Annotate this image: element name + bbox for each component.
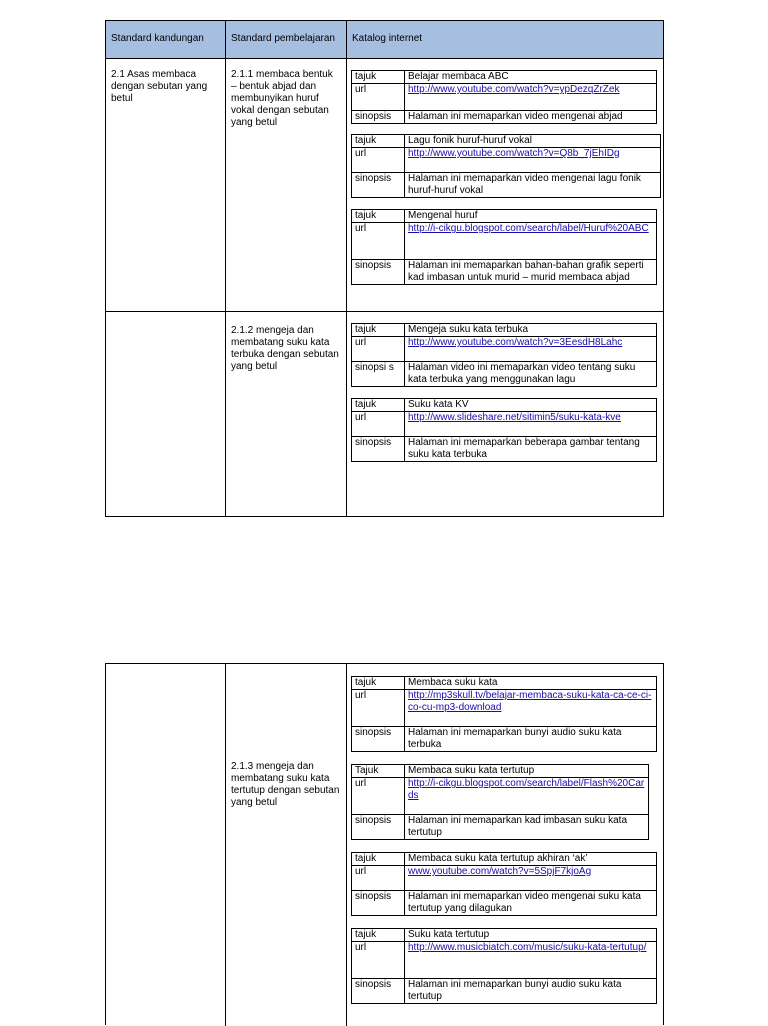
url-label: url bbox=[352, 148, 405, 173]
url-link[interactable]: http://www.slideshare.net/sitimin5/suku-kata-kve bbox=[408, 412, 621, 423]
catalog-entry bbox=[351, 928, 657, 1004]
sinopsis-value: Halaman ini memaparkan video mengenai suku kata tertutup yang dilagukan bbox=[405, 891, 657, 916]
standard-pembelajaran-cell: 2.1.1 membaca bentuk – bentuk abjad dan membunyikan huruf vokal dengan sebutan yang betul bbox=[226, 59, 347, 311]
url-link[interactable]: http://www.youtube.com/watch?v=Q8b_7jEhIDg bbox=[408, 148, 620, 159]
sinopsis-value: Halaman ini memaparkan video mengenai abjad bbox=[405, 111, 657, 124]
url-link[interactable]: http://www.musicbiatch.com/music/suku-kata-tertutup/ bbox=[408, 942, 647, 953]
lesson-table-2 bbox=[105, 663, 664, 1025]
sinopsis-label: sinopsis bbox=[352, 437, 405, 462]
url-link[interactable]: www.youtube.com/watch?v=5SpjF7kjoAg bbox=[408, 866, 592, 877]
catalog-entry bbox=[351, 676, 657, 752]
url-link[interactable]: http://mp3skull.tv/belajar-membaca-suku-kata-ca-ce-ci-co-cu-mp3-download bbox=[408, 690, 652, 713]
sinopsis-label: sinopsis bbox=[352, 815, 405, 840]
url-label: url bbox=[352, 942, 405, 979]
url-label: url bbox=[352, 337, 405, 362]
sinopsis-label: sinopsis bbox=[352, 727, 405, 752]
header-katalog-internet: Katalog internet bbox=[352, 33, 423, 44]
katalog-cell bbox=[347, 59, 663, 311]
tajuk-label: Tajuk bbox=[352, 765, 405, 778]
header-standard-kandungan: Standard kandungan bbox=[106, 21, 226, 58]
tajuk-value: Suku kata tertutup bbox=[405, 929, 657, 942]
tajuk-value: Mengenal huruf bbox=[405, 210, 657, 223]
tajuk-label: tajuk bbox=[352, 677, 405, 690]
sinopsis-value: Halaman ini memaparkan kad imbasan suku kata tertutup bbox=[405, 815, 649, 840]
tajuk-label: tajuk bbox=[352, 71, 405, 84]
tajuk-value: Suku kata KV bbox=[405, 399, 657, 412]
url-label: url bbox=[352, 690, 405, 727]
lesson-table-1 bbox=[105, 20, 664, 517]
sinopsis-value: Halaman ini memaparkan video mengenai lagu fonik huruf-huruf vokal bbox=[405, 173, 661, 198]
tajuk-label: tajuk bbox=[352, 399, 405, 412]
tajuk-value: Membaca suku kata bbox=[405, 677, 657, 690]
url-link[interactable]: http://www.youtube.com/watch?v=3EesdH8Lahc bbox=[408, 337, 623, 348]
sinopsis-label: sinopsi s bbox=[352, 362, 405, 387]
tajuk-value: Belajar membaca ABC bbox=[405, 71, 657, 84]
url-link[interactable]: http://i-cikgu.blogspot.com/search/label/Flash%20Cards bbox=[408, 778, 645, 801]
url-link[interactable]: http://i-cikgu.blogspot.com/search/label/Huruf%20ABC bbox=[408, 223, 649, 234]
url-label: url bbox=[352, 866, 405, 891]
header-standard-pembelajaran: Standard pembelajaran bbox=[226, 21, 347, 58]
tajuk-label: tajuk bbox=[352, 210, 405, 223]
header-row bbox=[106, 21, 663, 59]
url-label: url bbox=[352, 778, 405, 815]
section-row bbox=[106, 312, 663, 516]
standard-pembelajaran-cell: 2.1.3 mengeja dan membatang suku kata tertutup dengan sebutan yang betul bbox=[226, 664, 347, 1026]
url-label: url bbox=[352, 223, 405, 260]
standard-pembelajaran-cell: 2.1.2 mengeja dan membatang suku kata terbuka dengan sebutan yang betul bbox=[226, 312, 347, 516]
standard-kandungan-cell: 2.1 Asas membaca dengan sebutan yang betul bbox=[106, 59, 226, 311]
sinopsis-label: sinopsis bbox=[352, 891, 405, 916]
sinopsis-value: Halaman video ini memaparkan video tentang suku kata terbuka yang menggunakan lagu bbox=[405, 362, 657, 387]
catalog-entry bbox=[351, 852, 657, 916]
standard-kandungan-cell bbox=[106, 312, 226, 516]
sinopsis-label: sinopsis bbox=[352, 173, 405, 198]
catalog-entry bbox=[351, 209, 657, 285]
tajuk-label: tajuk bbox=[352, 929, 405, 942]
sinopsis-label: sinopsis bbox=[352, 260, 405, 285]
standard-kandungan-cell bbox=[106, 664, 226, 1026]
sinopsis-value: Halaman ini memaparkan bunyi audio suku kata terbuka bbox=[405, 727, 657, 752]
catalog-entry bbox=[351, 764, 649, 840]
tajuk-label: tajuk bbox=[352, 324, 405, 337]
tajuk-label: tajuk bbox=[352, 135, 405, 148]
url-label: url bbox=[352, 412, 405, 437]
sinopsis-label: sinopsis bbox=[352, 979, 405, 1004]
section-row bbox=[106, 59, 663, 312]
sinopsis-value: Halaman ini memaparkan bunyi audio suku kata tertutup bbox=[405, 979, 657, 1004]
catalog-entry bbox=[351, 134, 661, 198]
tajuk-label: tajuk bbox=[352, 853, 405, 866]
url-link[interactable]: http://www.youtube.com/watch?v=ypDezqZrZek bbox=[408, 84, 620, 95]
sinopsis-label: sinopsis bbox=[352, 111, 405, 124]
catalog-entry bbox=[351, 70, 657, 124]
catalog-entry bbox=[351, 398, 657, 462]
katalog-cell bbox=[347, 312, 663, 516]
tajuk-value: Membaca suku kata tertutup bbox=[405, 765, 649, 778]
sinopsis-value: Halaman ini memaparkan beberapa gambar tentang suku kata terbuka bbox=[405, 437, 657, 462]
katalog-cell bbox=[347, 664, 663, 1026]
section-row bbox=[106, 664, 663, 1026]
sinopsis-value: Halaman ini memaparkan bahan-bahan grafik seperti kad imbasan untuk murid – murid membaca abjad bbox=[405, 260, 657, 285]
tajuk-value: Mengeja suku kata terbuka bbox=[405, 324, 657, 337]
catalog-entry bbox=[351, 323, 657, 387]
tajuk-value: Membaca suku kata tertutup akhiran ‘ak’ bbox=[405, 853, 657, 866]
tajuk-value: Lagu fonik huruf-huruf vokal bbox=[405, 135, 661, 148]
url-label: url bbox=[352, 84, 405, 111]
